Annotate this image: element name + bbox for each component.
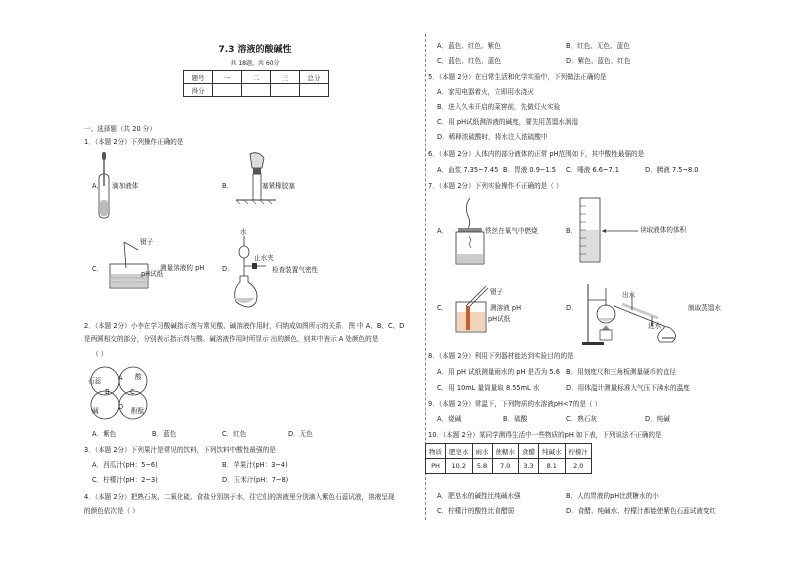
q1-d-water: 水 [240, 228, 247, 236]
q4-line2: 的颜色依次是（ ） [84, 507, 139, 515]
venn-label-phenolphthalein: 酚酞 [131, 407, 145, 415]
q9-option-a[interactable]: A．烧碱 [437, 415, 462, 423]
score-cell: 一 [213, 71, 242, 84]
q3-stem: 3．（本题 2分）下列果汁是常见的饮料，下列饮料中酸性最强的是 [84, 446, 276, 454]
q1-d-letter: D． [222, 265, 234, 273]
q3-option-c[interactable]: C．柠檬汁(pH：2~3) [92, 476, 158, 484]
ph-table-cell: 雨水 [472, 444, 492, 459]
ph-table-cell: 8.1 [539, 459, 566, 474]
ph-table-cell: 物质 [426, 444, 446, 459]
q2-option-d[interactable]: D．无色 [288, 430, 313, 438]
ph-paper-beaker-figure [452, 282, 492, 334]
q3-option-d[interactable]: D．玉米汁(pH：7~8) [222, 476, 289, 484]
q7-d-water-out: 出水 [622, 291, 636, 299]
score-input-cell[interactable] [271, 84, 300, 97]
ph-table-cell: 5.8 [472, 459, 492, 474]
ph-table-cell: 蔗糖水 [492, 444, 519, 459]
q1-d-label: 检查装置气密性 [272, 266, 319, 274]
q7-b-label: 读取液体的体积 [640, 226, 687, 234]
ph-table-header-row [426, 444, 592, 459]
q5-stem: 5．（本题 2分）在日常生活和化学实验中，下列做法正确的是 [428, 73, 607, 81]
q7-a-letter: A． [437, 227, 449, 235]
score-cell: 三 [271, 71, 300, 84]
q7-d-label: 制取蒸馏水 [688, 304, 721, 312]
flask-figure [230, 236, 270, 316]
ph-table-cell: 柠檬汁 [565, 444, 592, 459]
ph-table-cell: 3.3 [519, 459, 539, 474]
section-heading: 一、选择题（共 20 分） [84, 125, 156, 133]
q8-option-d[interactable]: D．用体温计测量标准大气压下沸水的温度 [566, 384, 690, 392]
q1-a-label: 滴加液体 [112, 182, 139, 190]
q2-option-c[interactable]: C．红色 [222, 430, 247, 438]
q10-stem: 10．（本题 2分）某同学测得生活中一些物质的pH 如下表，下列说法不正确的是 [428, 431, 662, 439]
q4-line1: 4．（本题 2分）把熟石灰、二氧化硫、食盐分别溶于水，往它们的溶液里分别滴入紫色石蕊试液，溶液呈现 [84, 493, 395, 501]
q10-option-c[interactable]: C．柠檬汁的酸性比食醋弱 [437, 507, 515, 515]
ph-table-value-row [426, 459, 592, 474]
q3-option-b[interactable]: B．苹果汁(pH：3~4) [222, 461, 288, 469]
q8-option-b[interactable]: B．用刻度尺和三角板测量硬币的直径 [566, 368, 677, 376]
q9-stem: 9．（本题 2分）常温下，下列物质的水溶液pH<7的是（ ） [428, 400, 602, 408]
q1-b-letter: B． [222, 182, 234, 190]
venn-label-litmus: 石蕊 [88, 377, 102, 385]
q5-option-d[interactable]: D．稀释浓硫酸时，将水注入浓硫酸中 [437, 133, 548, 141]
q8-stem: 8．（本题 2分）利用下列器材能达到实验目的的是 [428, 352, 574, 360]
ph-table-cell: 纯碱水 [539, 444, 566, 459]
q7-stem: 7．（本题 2分）下列实验操作不正确的是（ ） [428, 182, 563, 190]
ph-table-cell: 7.0 [492, 459, 519, 474]
q5-option-c[interactable]: C．用 pH试纸测溶液的碱度，要先用蒸馏水润湿 [437, 118, 579, 126]
ph-table-cell: 食醋 [519, 444, 539, 459]
iron-wire-jar-figure [452, 196, 488, 266]
q7-c-tweezers: 镊子 [490, 288, 504, 296]
q5-option-b[interactable]: B．进入久未开启的菜窖前，先做灯火实验 [437, 103, 561, 111]
ph-table-cell: 肥皂水 [446, 444, 473, 459]
stopper-figure [236, 150, 276, 212]
reading-arrow [600, 228, 640, 234]
ph-table-cell: 10.2 [446, 459, 473, 474]
score-input-cell[interactable] [300, 84, 329, 97]
q7-c-paper: pH试纸 [488, 315, 511, 323]
q7-b-letter: B． [566, 227, 578, 235]
q10-option-a[interactable]: A．肥皂水的碱性比纯碱水强 [437, 492, 521, 500]
q1-a-letter: A． [92, 182, 104, 190]
q5-option-a[interactable]: A．家用电器着火，立即用水浇灭 [437, 88, 534, 96]
page-subtitle: 共 18题，共 60分 [230, 60, 280, 67]
score-cell: 总分 [300, 71, 329, 84]
ph-table [425, 443, 592, 474]
q1-b-label: 塞紧橡胶塞 [262, 182, 295, 190]
score-cell: 题号 [184, 71, 213, 84]
venn-label-acid: 酸 [135, 373, 142, 381]
q7-c-solution: 测溶液 pH [490, 304, 522, 312]
q8-option-a[interactable]: A．用 pH 试纸测量雨水的 pH 是否为 5.6 [437, 368, 560, 376]
score-table [183, 70, 329, 97]
q9-option-d[interactable]: D．纯碱 [645, 415, 670, 423]
q7-a-label: 铁丝在氧气中燃烧 [485, 227, 538, 235]
score-cell: 二 [242, 71, 271, 84]
q2-line2: 是两圆相交的部分，分别表示指示剂与酸、碱溶液作用时所显示 出的颜色，则其中表示 A 处颜色的是 [84, 335, 379, 343]
q6-option-b[interactable]: B．胃液 0.9~1.5 [503, 166, 556, 174]
q6-option-a[interactable]: A．血浆 7.35~7.45 [437, 166, 499, 174]
q4-option-a[interactable]: A．蓝色、红色、紫色 [437, 42, 501, 50]
q10-option-d[interactable]: D．食醋、纯碱水、柠檬汁都能使紫色石蕊试液变红 [566, 507, 717, 515]
q10-option-b[interactable]: B．人的胃液的pH比蔗糖水的小 [566, 492, 659, 500]
distillation-apparatus-figure [578, 280, 688, 348]
score-table-row [184, 84, 329, 97]
q1-c-tweezers: 镊子 [140, 238, 154, 246]
q6-stem: 6．（本题 2分）人体内的部分液体的正常 pH范围如下，其中酸性最强的是 [428, 150, 645, 158]
score-input-cell[interactable] [213, 84, 242, 97]
score-table-row [184, 71, 329, 84]
q9-option-b[interactable]: B．硫酸 [503, 415, 528, 423]
q3-option-a[interactable]: A．西瓜汁(pH：5~6) [92, 461, 158, 469]
score-cell: 得分 [184, 84, 213, 97]
score-input-cell[interactable] [242, 84, 271, 97]
venn-region-c: C [130, 388, 135, 396]
q1-c-letter: C． [92, 265, 104, 273]
q2-line1: 2．（本题 2分）小李在学习酸碱指示剂与常见酸、碱溶液作用时，归纳成如图所示的关系．图 中 A、B、C、D [84, 322, 405, 330]
ph-table-cell: 2.0 [565, 459, 592, 474]
q1-c-paper: pH试纸 [141, 270, 164, 278]
q1-d-clamp: 止水夹 [254, 254, 274, 262]
ph-table-cell: PH [426, 459, 446, 474]
q4-option-b[interactable]: B．红色、无色、蓝色 [566, 42, 630, 50]
q6-option-d[interactable]: D．胰液 7.5~8.0 [645, 166, 699, 174]
q2-option-a[interactable]: A．紫色 [92, 430, 117, 438]
q6-option-c[interactable]: C．唾液 6.6~7.1 [566, 166, 619, 174]
q4-option-c[interactable]: C．蓝色、红色、蓝色 [437, 57, 501, 65]
venn-label-base: 碱 [92, 407, 99, 415]
q4-option-d[interactable]: D．紫色、蓝色、红色 [566, 57, 631, 65]
q7-d-letter: D． [566, 304, 578, 312]
q1-c-label: 测量溶液的 pH [160, 264, 205, 272]
q2-line3: （ ） [92, 350, 108, 358]
q9-option-c[interactable]: C．熟石灰 [566, 415, 597, 423]
q2-option-b[interactable]: B．蓝色 [152, 430, 177, 438]
q7-c-letter: C． [437, 304, 449, 312]
page-title: 7.3 溶液的酸碱性 [218, 45, 292, 55]
q8-option-c[interactable]: C．用 10mL 量筒量取 8.55mL 水 [437, 384, 540, 392]
venn-region-a: A [118, 374, 123, 382]
q1-stem: 1．（本题 2分）下列操作正确的是 [84, 138, 184, 146]
q7-d-water-in: 进水 [648, 322, 662, 330]
venn-region-d: D [118, 403, 124, 411]
venn-region-b: B [105, 388, 110, 396]
